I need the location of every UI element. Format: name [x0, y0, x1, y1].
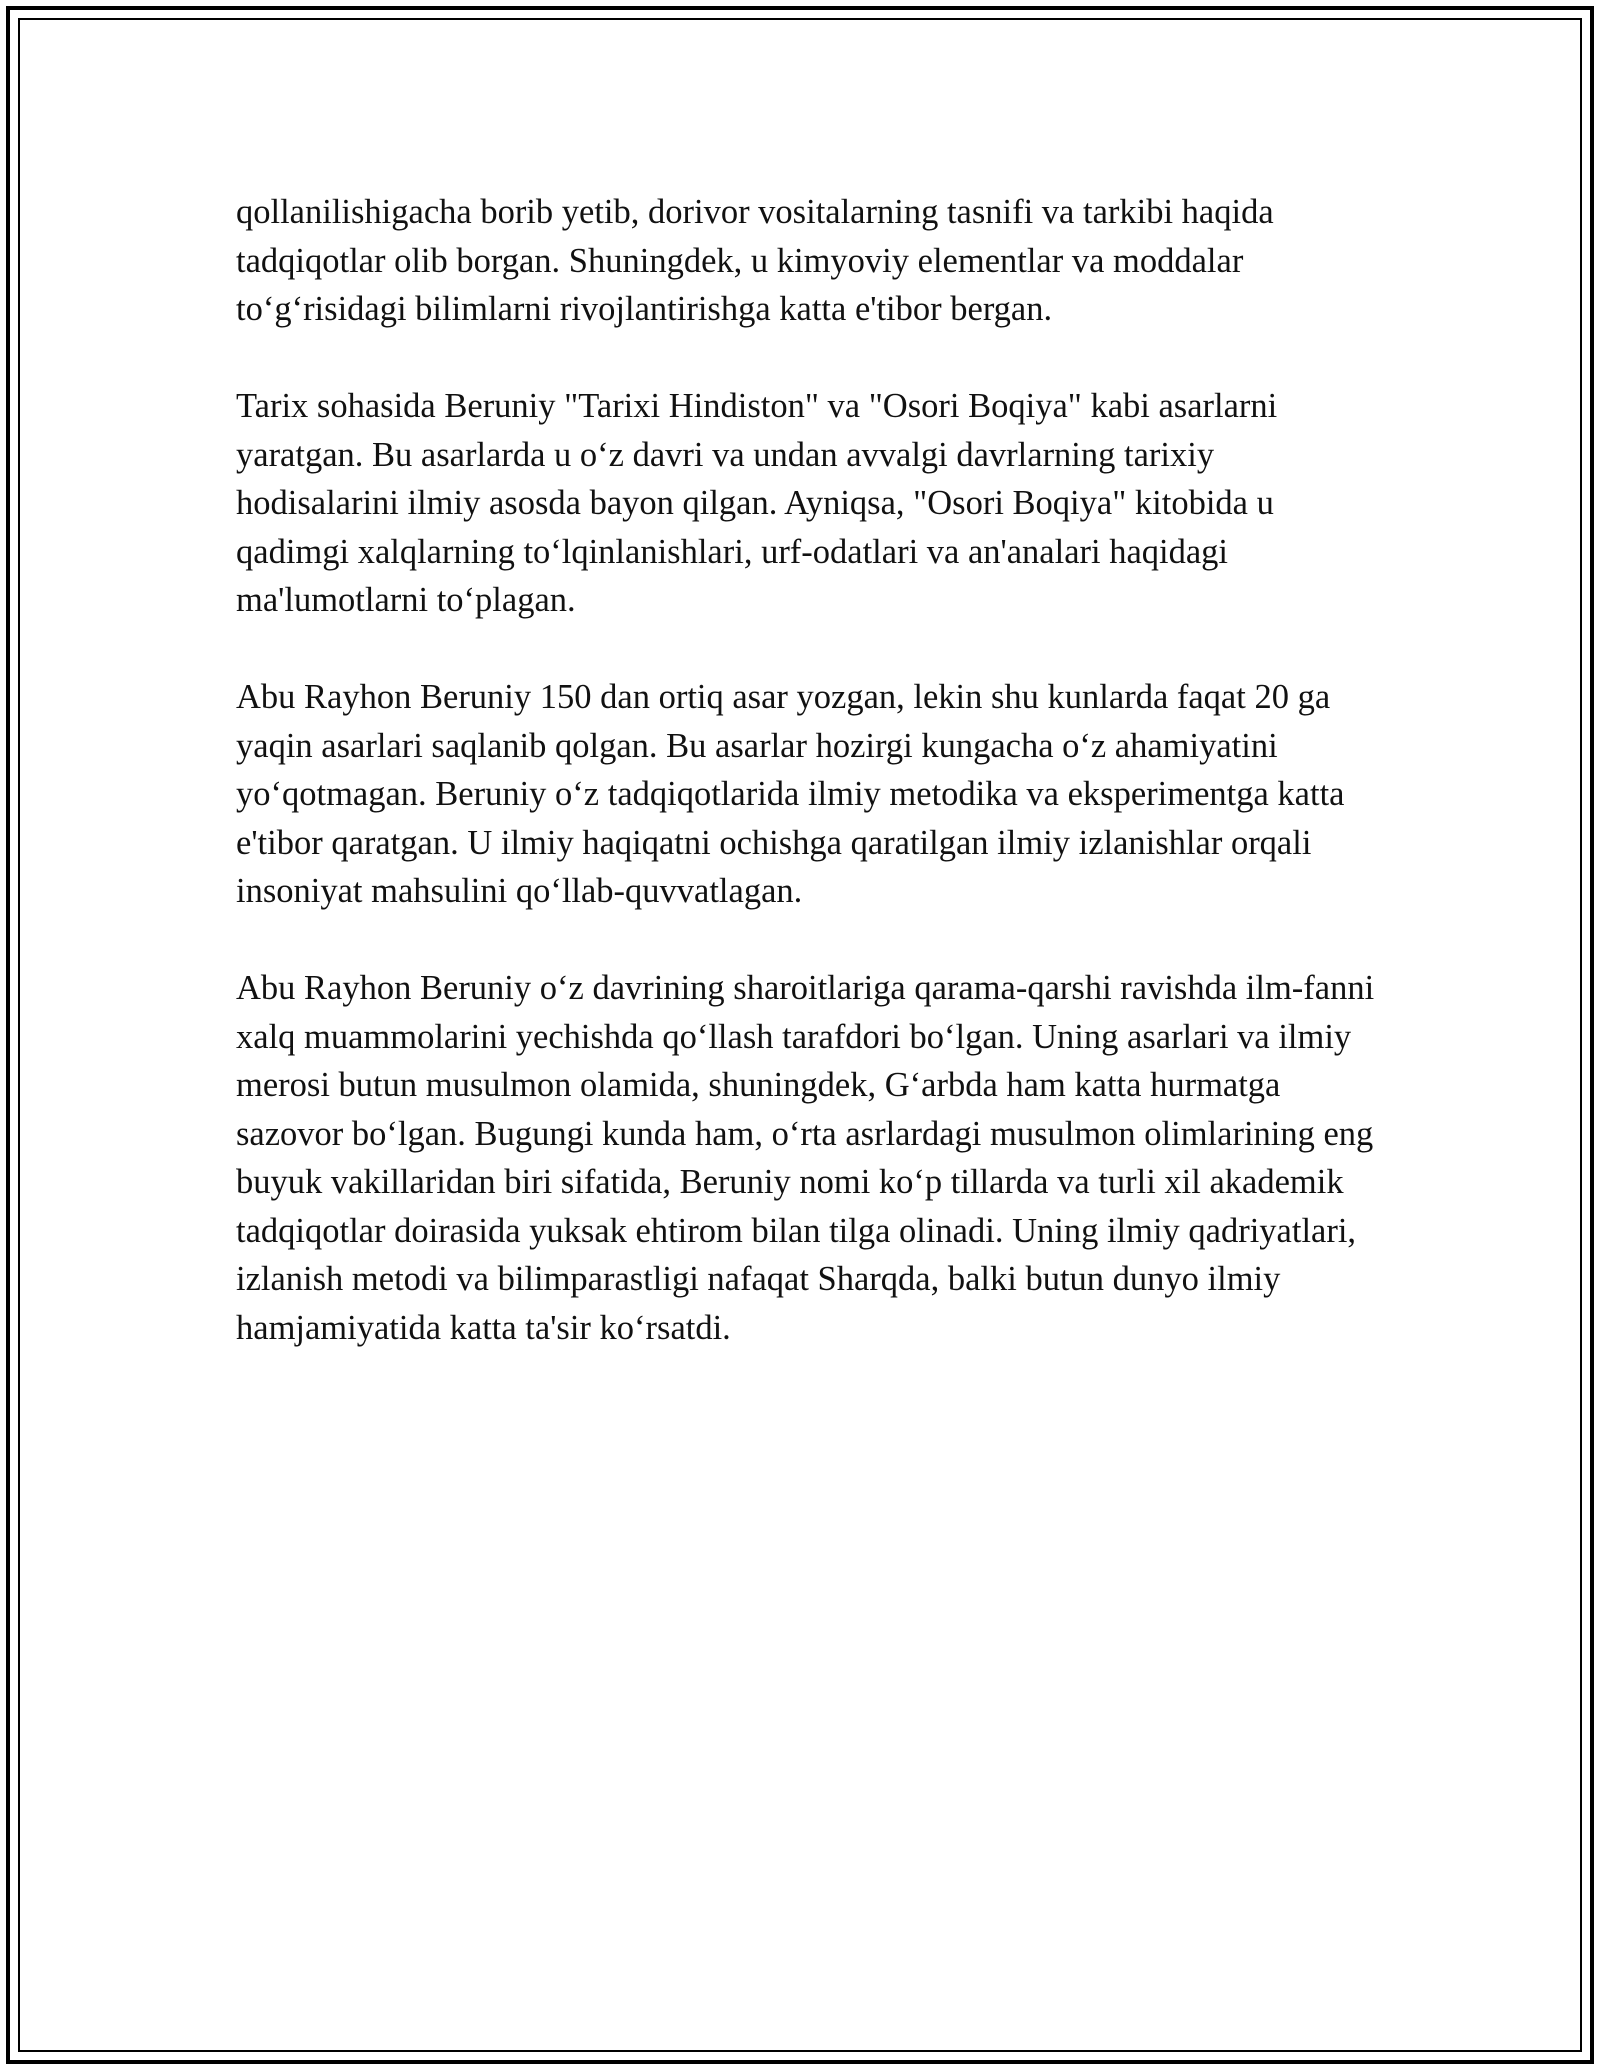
paragraph-4: Abu Rayhon Beruniy o‘z davrining sharoitlariga qarama-qarshi ravishda ilm-fanni xalq muammolarini yechishda qo‘llash tarafdori bo‘lgan. Uning asarlari va ilmiy merosi butun musulmon olamida, shuningdek, G‘arbda ham katta hurmatga sazovor bo‘lgan. Bugungi kunda ham, o‘rta asrlardagi musulmon olimlarining eng buyuk vakillaridan biri sifatida, Beruniy nomi ko‘p tillarda va turli xil akademik tadqiqotlar doirasida yuksak ehtirom bilan tilga olinadi. Uning ilmiy qadriyatlari, izlanish metodi va bilimparastligi nafaqat Sharqda, balki butun dunyo ilmiy hamjamiyatida katta ta'sir ko‘rsatdi. — [236, 969, 1375, 1347]
paragraph-1: qollanilishigacha borib yetib, dorivor vositalarning tasnifi va tarkibi haqida tadqiqotlar olib borgan. Shuningdek, u kimyoviy elementlar va moddalar to‘g‘risidagi bilimlarni rivojlantirishga katta e'tibor bergan. — [236, 193, 1274, 328]
document-body — [236, 188, 1376, 1401]
paragraph-3: Abu Rayhon Beruniy 150 dan ortiq asar yozgan, lekin shu kunlarda faqat 20 ga yaqin asarlari saqlanib qolgan. Bu asarlar hozirgi kungacha o‘z ahamiyatini yo‘qotmagan. Beruniy o‘z tadqiqotlarida ilmiy metodika va eksperimentga katta e'tibor qaratgan. U ilmiy haqiqatni ochishga qaratilgan ilmiy izlanishlar orqali insoniyat mahsulini qo‘llab-quvvatlagan. — [236, 678, 1345, 910]
paragraph-2: Tarix sohasida Beruniy "Tarixi Hindiston" va "Osori Boqiya" kabi asarlarni yaratgan. Bu asarlarda u o‘z davri va undan avvalgi davrlarning tarixiy hodisalarini ilmiy asosda bayon qilgan. Ayniqsa, "Osori Boqiya" kitobida u qadimgi xalqlarning to‘lqinlanishlari, urf-odatlari va an'analari haqidagi ma'lumotlarni to‘plagan. — [236, 387, 1278, 619]
